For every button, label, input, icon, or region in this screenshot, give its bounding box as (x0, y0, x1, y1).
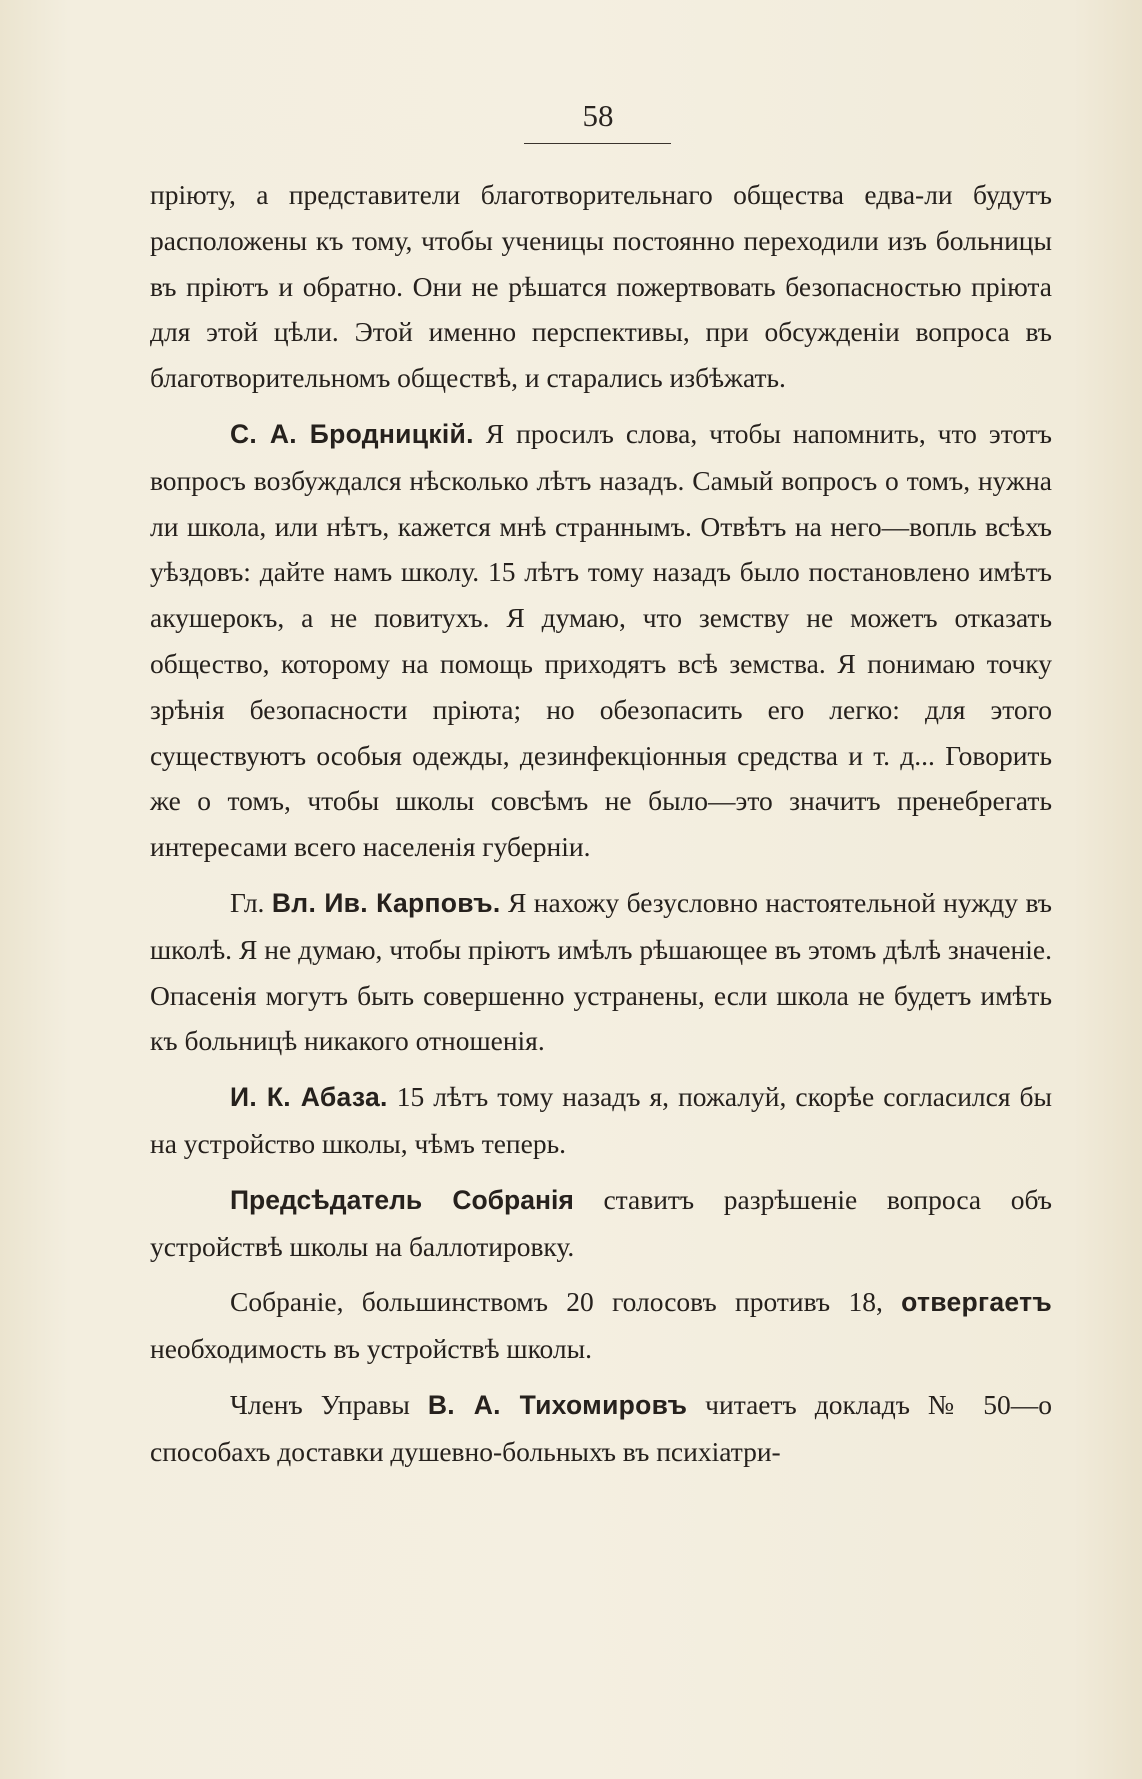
speaker-prefix: Гл. (230, 886, 272, 918)
paragraph-decision (150, 1279, 1052, 1372)
speaker-name: Вл. Ив. Карповъ. (271, 887, 501, 918)
decision-text-after: необходимость въ устройствѣ школы. (150, 1333, 593, 1365)
speaker-name: Предсѣдатель Собранія (230, 1184, 574, 1215)
paragraph-text: 15 лѣтъ тому назадъ я, пожалуй, скорѣе согласился бы на устройство школы, чѣмъ теперь. (150, 1081, 1052, 1159)
speaker-name: С. А. Бродницкій. (230, 418, 474, 449)
speaker-prefix: Членъ Управы (230, 1388, 428, 1420)
page-number-rule (524, 143, 671, 144)
paragraph-text: Я нахожу безусловно настоятельной нужду въ школѣ. Я не думаю, чтобы пріютъ имѣлъ рѣшающее въ этомъ дѣлѣ значеніе. Опасенія могутъ быть совершенно устранены, если школа не будетъ имѣть къ больницѣ никакого отношенія. (150, 886, 1052, 1057)
paragraph-speech-tikhomirov (150, 1382, 1052, 1475)
page-number: 58 (582, 98, 614, 133)
decision-emphasis: отвергаетъ (901, 1287, 1052, 1318)
paragraph-text: читаетъ докладъ № 50—о способахъ доставки душевно-больныхъ въ психіатри- (150, 1388, 1052, 1467)
paragraph-continuation (150, 172, 1052, 401)
paragraph-text: пріюту, а представители благотворительнаго общества едва-ли будутъ расположены къ тому, чтобы ученицы постоянно переходили изъ больницы въ пріютъ и обратно. Они не рѣшатся пожертвовать безопасностью пріюта для этой цѣли. Этой именно перспективы, при обсужденіи вопроса въ благотворительномъ обществѣ, и старались избѣжать. (150, 179, 1052, 394)
paragraph-speech-karpov (150, 880, 1052, 1064)
speaker-name: В. А. Тихомировъ (427, 1389, 688, 1420)
decision-text-before: Собраніе, большинствомъ 20 голосовъ противъ 18, (230, 1286, 902, 1318)
paragraph-text: Я просилъ слова, чтобы напомнить, что этотъ вопросъ возбуждался нѣсколько лѣтъ назадъ. Самый вопросъ о томъ, нужна ли школа, или нѣтъ, кажется мнѣ страннымъ. Отвѣтъ на него—вопль всѣхъ уѣздовъ: дайте намъ школу. 15 лѣтъ тому назадъ было постановлено имѣтъ акушерокъ, а не повитухъ. Я думаю, что земству не можетъ отказать общество, которому на помощь приходятъ всѣ земства. Я понимаю точку зрѣнія безопасности пріюта; но обезопасить его легко: для этого существуютъ особыя одежды, дезинфекціонныя средства и т. д... Говорить же о томъ, чтобы школы совсѣмъ не было—это значитъ пренебрегать интересами всего населенія губерніи. (150, 417, 1052, 863)
paragraph-speech-chairman (150, 1177, 1052, 1270)
speaker-name: И. К. Абаза. (230, 1082, 388, 1113)
body-text (150, 172, 1052, 1485)
paragraph-text: ставитъ разрѣшеніе вопроса объ устройствѣ школы на баллотировку. (150, 1183, 1053, 1262)
paragraph-speech-brodnitsky (150, 411, 1052, 870)
paragraph-speech-abaza (150, 1074, 1052, 1167)
